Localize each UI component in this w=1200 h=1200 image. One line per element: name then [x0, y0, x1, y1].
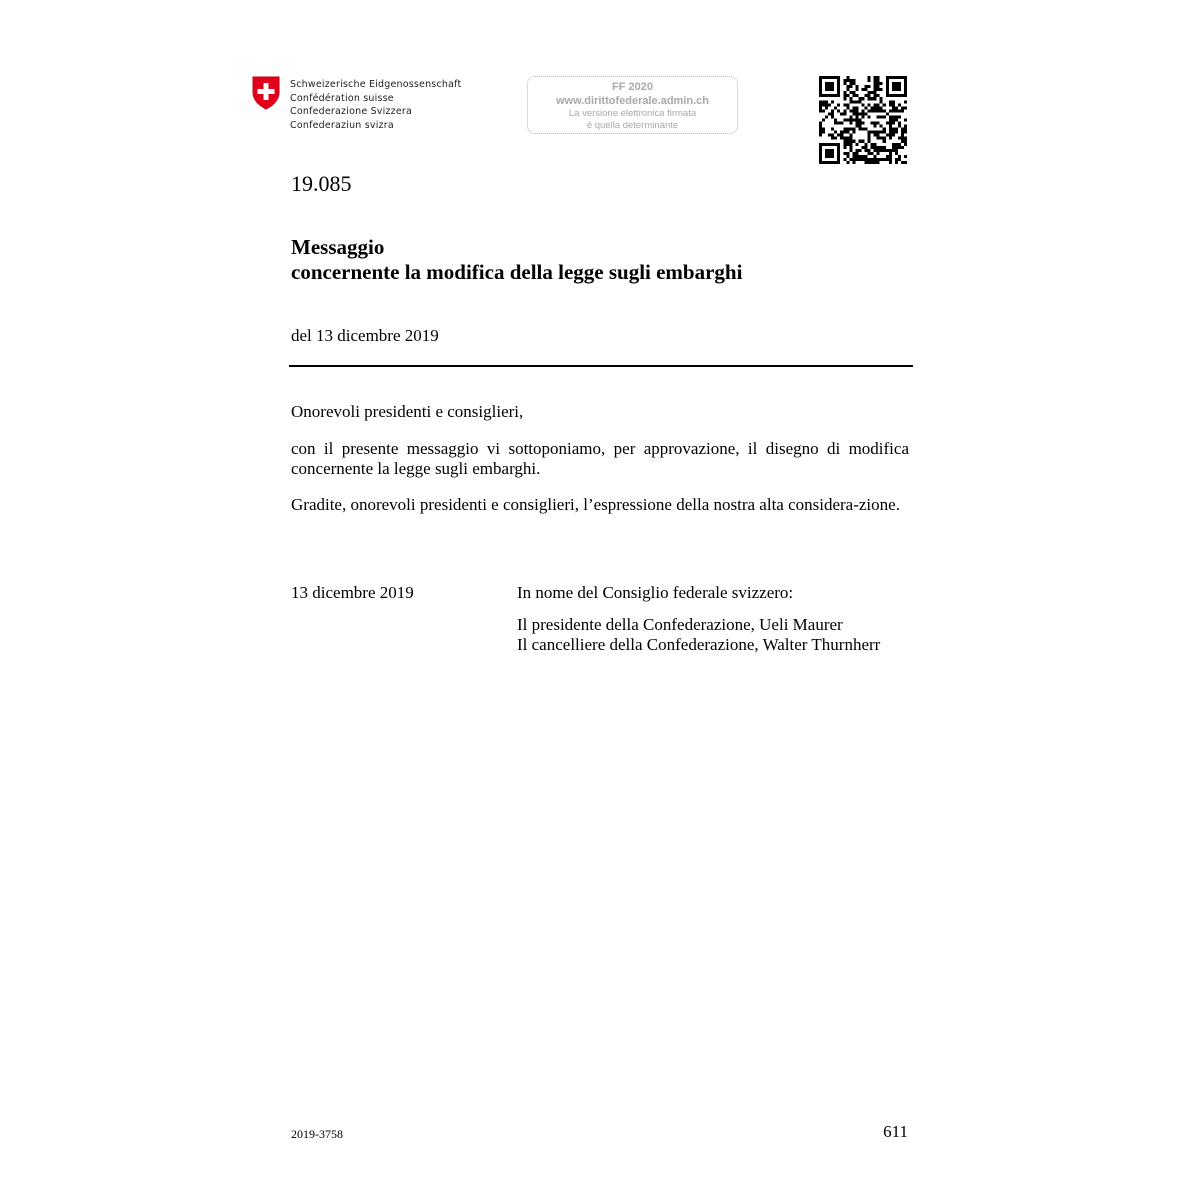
document-date: del 13 dicembre 2019 [291, 326, 439, 345]
stamp-website: www.dirittofederale.admin.ch [555, 95, 709, 107]
confederation-name-rm: Confederaziun svizra [290, 119, 394, 131]
stamp-note-line1: La versione elettronica firmata [568, 108, 697, 119]
stamp-note-line2: è quella determinante [586, 120, 679, 131]
page-number: 611 [883, 1122, 908, 1141]
signature-intro: In nome del Consiglio federale svizzero: [517, 583, 794, 602]
confederation-names [290, 78, 461, 132]
swiss-crest-icon [252, 76, 280, 110]
salutation: Onorevoli presidenti e consiglieri, [291, 402, 524, 421]
confederation-name-it: Confederazione Svizzera [290, 106, 413, 117]
footer-document-code: 2019-3758 [291, 1127, 343, 1141]
document-title-line1: Messaggio [291, 235, 385, 259]
document-number: 19.085 [291, 171, 352, 196]
body-paragraph-2: Gradite, onorevoli presidenti e consiglieri, l’espressione della nostra alta considera-zione. [291, 495, 900, 514]
stamp-gazette-id: FF 2020 [612, 81, 653, 93]
confederation-name-fr: Confédération suisse [290, 92, 394, 104]
signature-president: Il presidente della Confederazione, Ueli Maurer [517, 615, 843, 634]
confederation-name-de: Schweizerische Eidgenossenschaft [290, 79, 462, 90]
signature-chancellor: Il cancelliere della Confederazione, Walter Thurnherr [517, 635, 881, 654]
header-divider [289, 365, 913, 367]
signature-date: 13 dicembre 2019 [291, 583, 414, 602]
document-title [291, 235, 742, 285]
document-title-line2: concernente la modifica della legge sugli embarghi [291, 260, 743, 284]
federal-gazette-stamp [527, 76, 738, 134]
body-paragraph-1: con il presente messaggio vi sottoponiamo, per approvazione, il disegno di modifica concernente la legge sugli embarghi. [291, 439, 909, 478]
signature-block [517, 583, 880, 655]
qr-code-icon [819, 76, 907, 164]
